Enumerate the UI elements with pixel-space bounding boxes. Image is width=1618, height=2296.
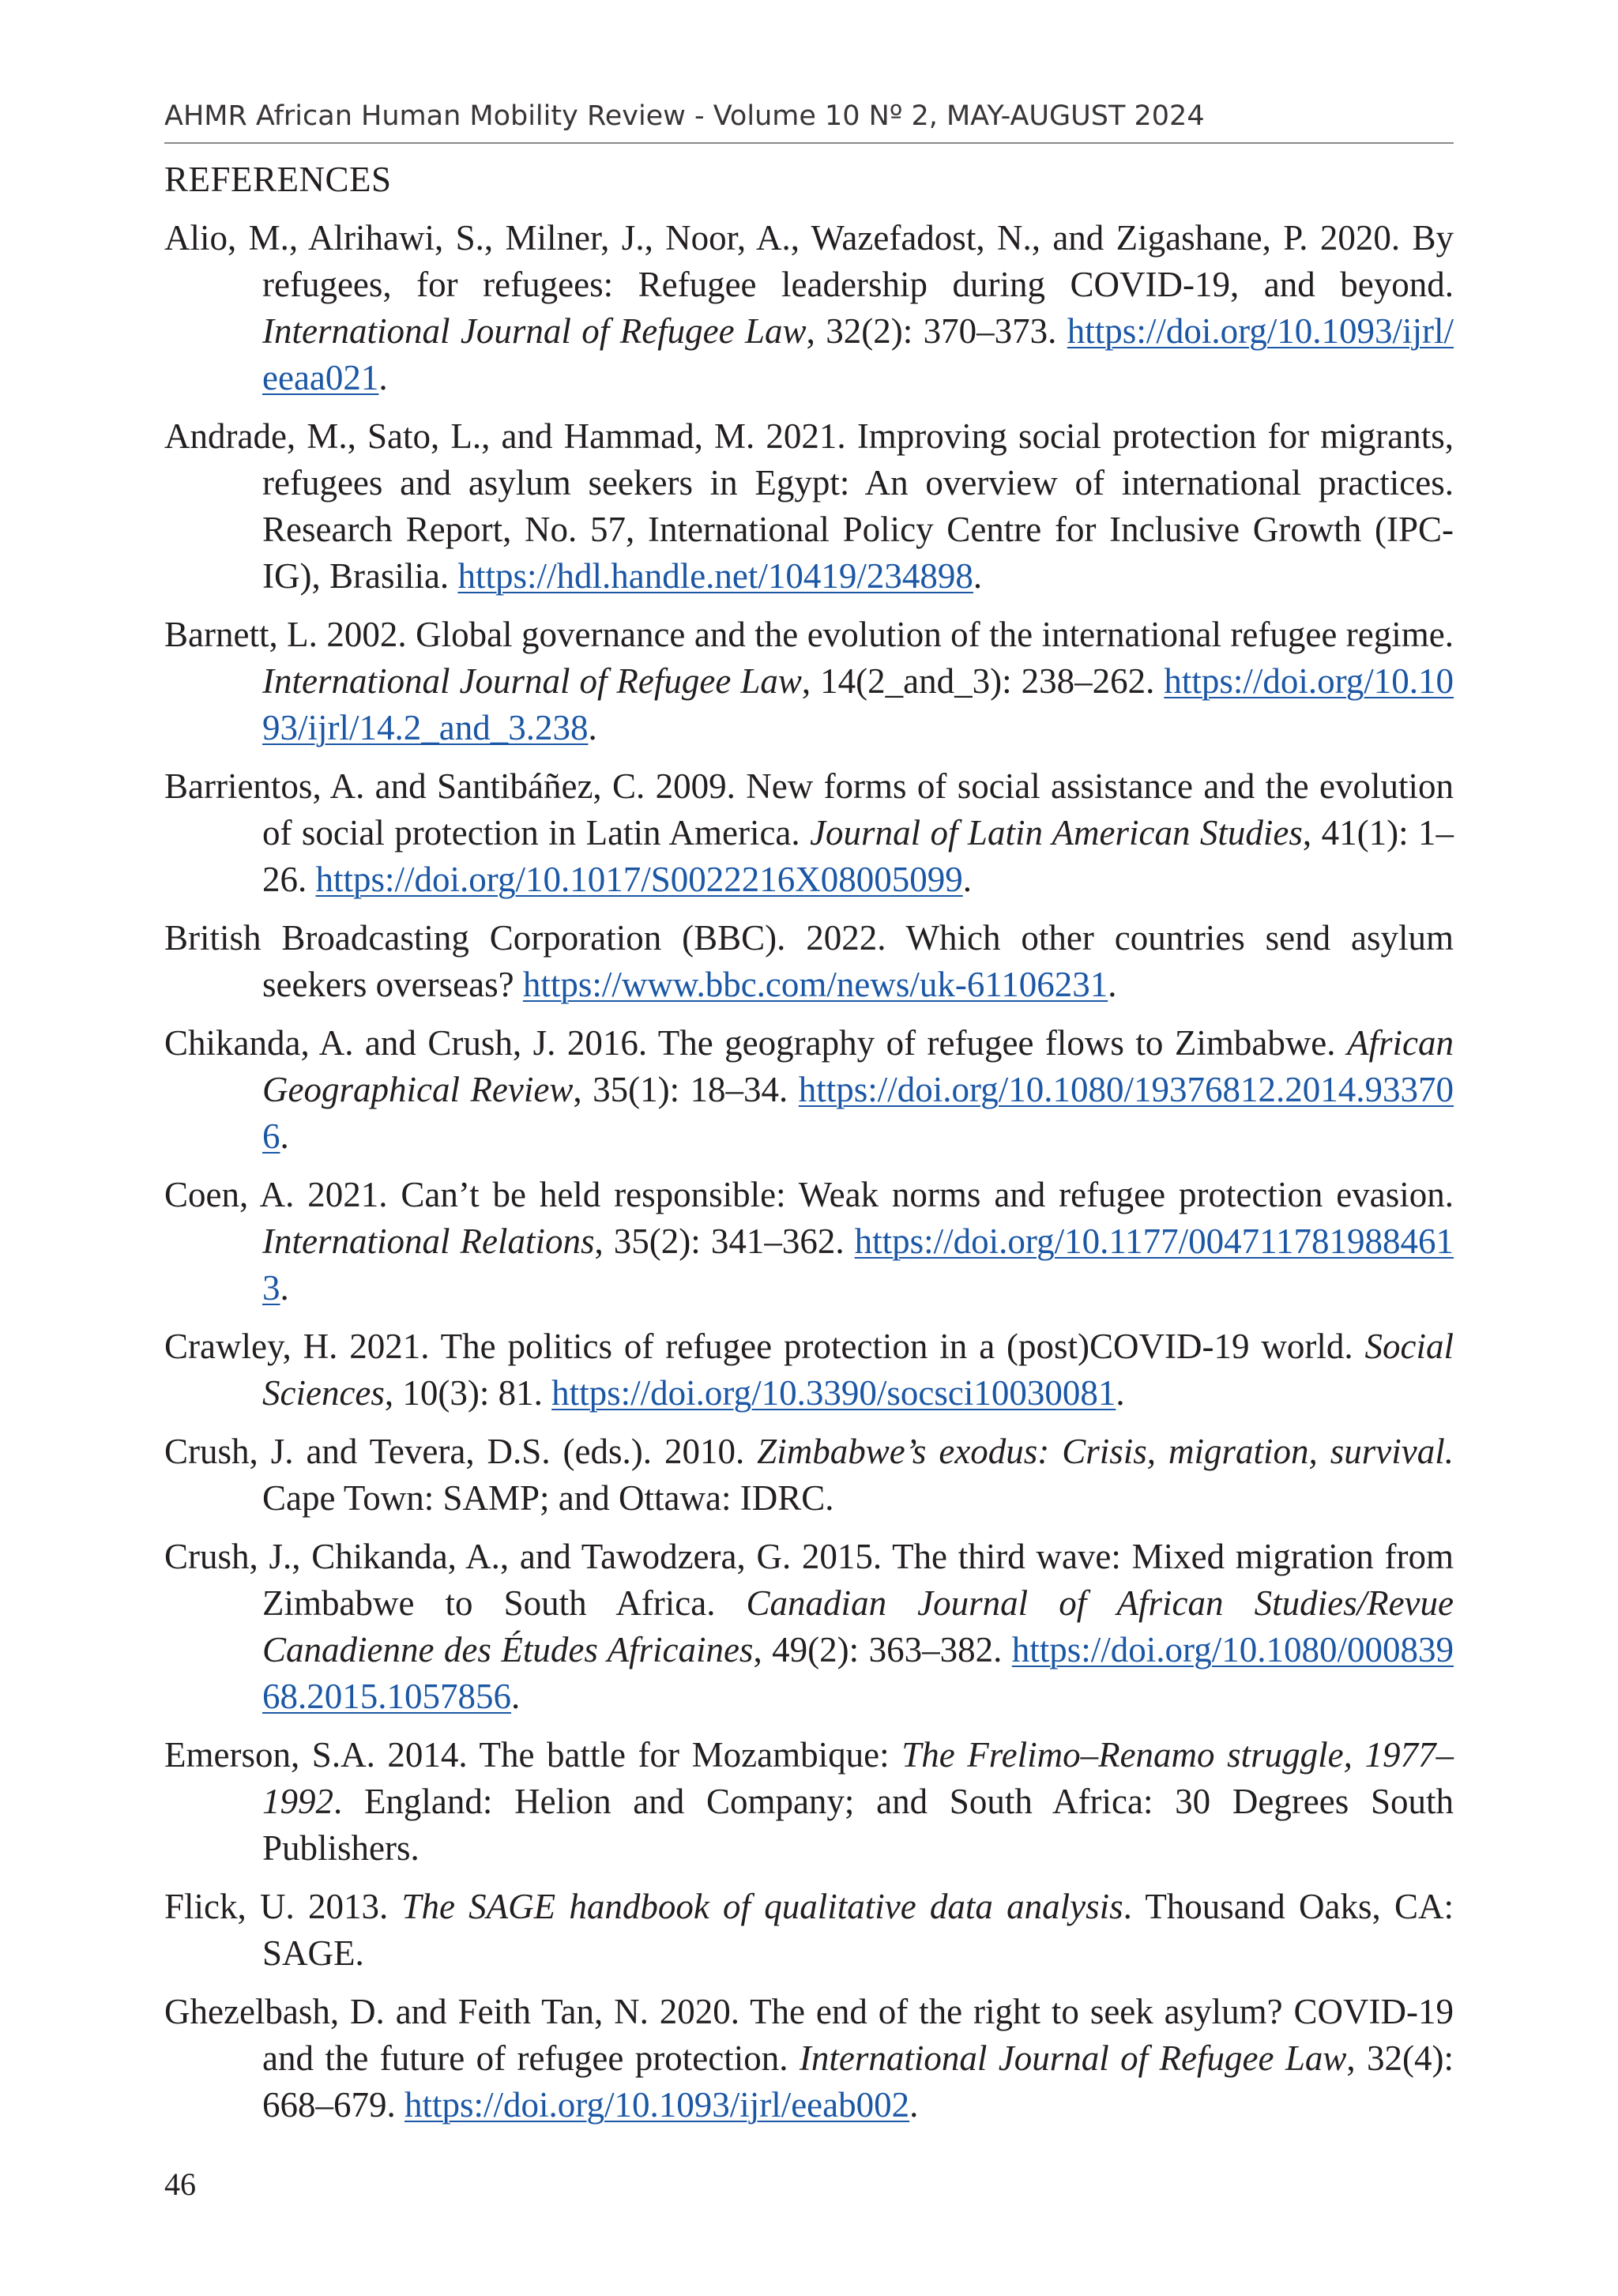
reference-text: Andrade, M., Sato, L., and Hammad, M. 2021. Improving social protection for migrants, refugees and asylum seekers in Egypt: An overview of international practices. Research Report, No. 57, International Policy Centre for Inclusive Growth (IPC-IG), Brasilia.: [164, 416, 1454, 596]
reference-details: . Thousand Oaks, CA: SAGE.: [262, 1887, 1454, 1973]
reference-source-title: International Journal of Refugee Law: [799, 2038, 1347, 2078]
reference-link[interactable]: https://hdl.handle.net/10419/234898: [457, 556, 973, 596]
reference-entry: [164, 1989, 1454, 2129]
running-header: AHMR African Human Mobility Review - Volume 10 Nº 2, MAY-AUGUST 2024: [164, 100, 1205, 132]
reference-source-title: The Frelimo–Renamo struggle, 1977–1992: [262, 1735, 1454, 1821]
reference-link[interactable]: https://www.bbc.com/news/uk-61106231: [522, 965, 1108, 1004]
reference-source-title: African Geographical Review: [262, 1023, 1454, 1109]
reference-end-punctuation: .: [280, 1116, 289, 1156]
reference-link[interactable]: https://doi.org/10.1093/ijrl/eeab002: [404, 2085, 910, 2125]
reference-text: Barrientos, A. and Santibáñez, C. 2009. New forms of social assistance and the evolution of social protection in Latin America.: [164, 766, 1454, 853]
reference-text: Flick, U. 2013.: [164, 1887, 402, 1926]
reference-details: , 14(2_and_3): 238–262.: [801, 661, 1165, 701]
reference-end-punctuation: .: [1108, 965, 1117, 1004]
reference-text: Emerson, S.A. 2014. The battle for Mozambique:: [164, 1735, 902, 1775]
reference-source-title: Zimbabwe’s exodus: Crisis, migration, survival.: [757, 1432, 1454, 1471]
reference-text: Coen, A. 2021. Can’t be held responsible: Weak norms and refugee protection evasion.: [164, 1175, 1454, 1214]
reference-link[interactable]: https://doi.org/10.1093/ijrl/14.2_and_3.238: [262, 661, 1454, 747]
reference-source-title: Journal of Latin American Studies: [810, 813, 1303, 853]
reference-entry: [164, 915, 1454, 1008]
reference-source-title: Social Sciences: [262, 1327, 1454, 1413]
reference-list: [164, 215, 1454, 2129]
reference-end-punctuation: .: [280, 1268, 289, 1308]
reference-entry: [164, 1732, 1454, 1872]
reference-text: Chikanda, A. and Crush, J. 2016. The geography of refugee flows to Zimbabwe.: [164, 1023, 1348, 1063]
reference-text: Alio, M., Alrihawi, S., Milner, J., Noor, A., Wazefadost, N., and Zigashane, P. 2020. By refugees, for refugees: Refugee leadership during COVID-19, and beyond.: [164, 218, 1454, 304]
header-divider: [164, 142, 1454, 144]
reference-entry: [164, 1534, 1454, 1720]
reference-link[interactable]: https://doi.org/10.3390/socsci10030081: [551, 1373, 1116, 1413]
reference-details: , 35(1): 18–34.: [573, 1070, 799, 1109]
reference-source-title: International Relations: [262, 1221, 595, 1261]
reference-end-punctuation: .: [962, 860, 972, 899]
reference-entry: [164, 1428, 1454, 1522]
reference-link[interactable]: https://doi.org/10.1093/ijrl/eeaa021: [262, 311, 1454, 397]
reference-end-punctuation: .: [1116, 1373, 1125, 1413]
reference-text: Barnett, L. 2002. Global governance and the evolution of the international refugee regime.: [164, 615, 1454, 654]
reference-entry: [164, 1020, 1454, 1160]
reference-entry: [164, 413, 1454, 600]
reference-source-title: International Journal of Refugee Law: [262, 311, 807, 351]
reference-details: Cape Town: SAMP; and Ottawa: IDRC.: [262, 1478, 834, 1518]
reference-entry: [164, 763, 1454, 903]
reference-entry: [164, 1323, 1454, 1417]
reference-details: . England: Helion and Company; and South Africa: 30 Degrees South Publishers.: [262, 1782, 1454, 1868]
reference-source-title: International Journal of Refugee Law: [262, 661, 802, 701]
reference-details: , 32(2): 370–373.: [806, 311, 1067, 351]
reference-entry: [164, 612, 1454, 751]
reference-details: , 49(2): 363–382.: [753, 1630, 1012, 1669]
section-heading: REFERENCES: [164, 160, 392, 199]
reference-text: British Broadcasting Corporation (BBC). 2022. Which other countries send asylum seekers overseas?: [164, 918, 1454, 1004]
page-number: 46: [164, 2166, 196, 2202]
reference-text: Crush, J., Chikanda, A., and Tawodzera, G. 2015. The third wave: Mixed migration from Zimbabwe to South Africa.: [164, 1537, 1454, 1623]
reference-entry: [164, 1172, 1454, 1312]
reference-details: , 10(3): 81.: [384, 1373, 552, 1413]
reference-link[interactable]: https://doi.org/10.1177/0047117819884613: [262, 1221, 1454, 1308]
reference-text: Crawley, H. 2021. The politics of refugee protection in a (post)COVID-19 world.: [164, 1327, 1365, 1366]
reference-entry: [164, 1884, 1454, 1977]
reference-end-punctuation: .: [378, 358, 388, 397]
reference-source-title: Canadian Journal of African Studies/Revue Canadienne des Études Africaines: [262, 1583, 1454, 1669]
reference-end-punctuation: .: [511, 1677, 521, 1716]
reference-end-punctuation: .: [973, 556, 983, 596]
reference-link[interactable]: https://doi.org/10.1017/S0022216X08005099: [315, 860, 963, 899]
reference-end-punctuation: .: [588, 708, 597, 747]
reference-link[interactable]: https://doi.org/10.1080/00083968.2015.1057856: [262, 1630, 1454, 1716]
reference-text: Ghezelbash, D. and Feith Tan, N. 2020. The end of the right to seek asylum? COVID-19 and the future of refugee protection.: [164, 1992, 1454, 2078]
reference-link[interactable]: https://doi.org/10.1080/19376812.2014.933706: [262, 1070, 1454, 1156]
reference-details: , 32(4): 668–679.: [262, 2038, 1454, 2125]
reference-entry: [164, 215, 1454, 401]
reference-details: , 41(1): 1–26.: [262, 813, 1454, 899]
reference-end-punctuation: .: [909, 2085, 919, 2125]
reference-details: , 35(2): 341–362.: [594, 1221, 855, 1261]
reference-text: Crush, J. and Tevera, D.S. (eds.). 2010.: [164, 1432, 758, 1471]
page-body: [164, 156, 1454, 2140]
reference-source-title: The SAGE handbook of qualitative data analysis: [401, 1887, 1123, 1926]
